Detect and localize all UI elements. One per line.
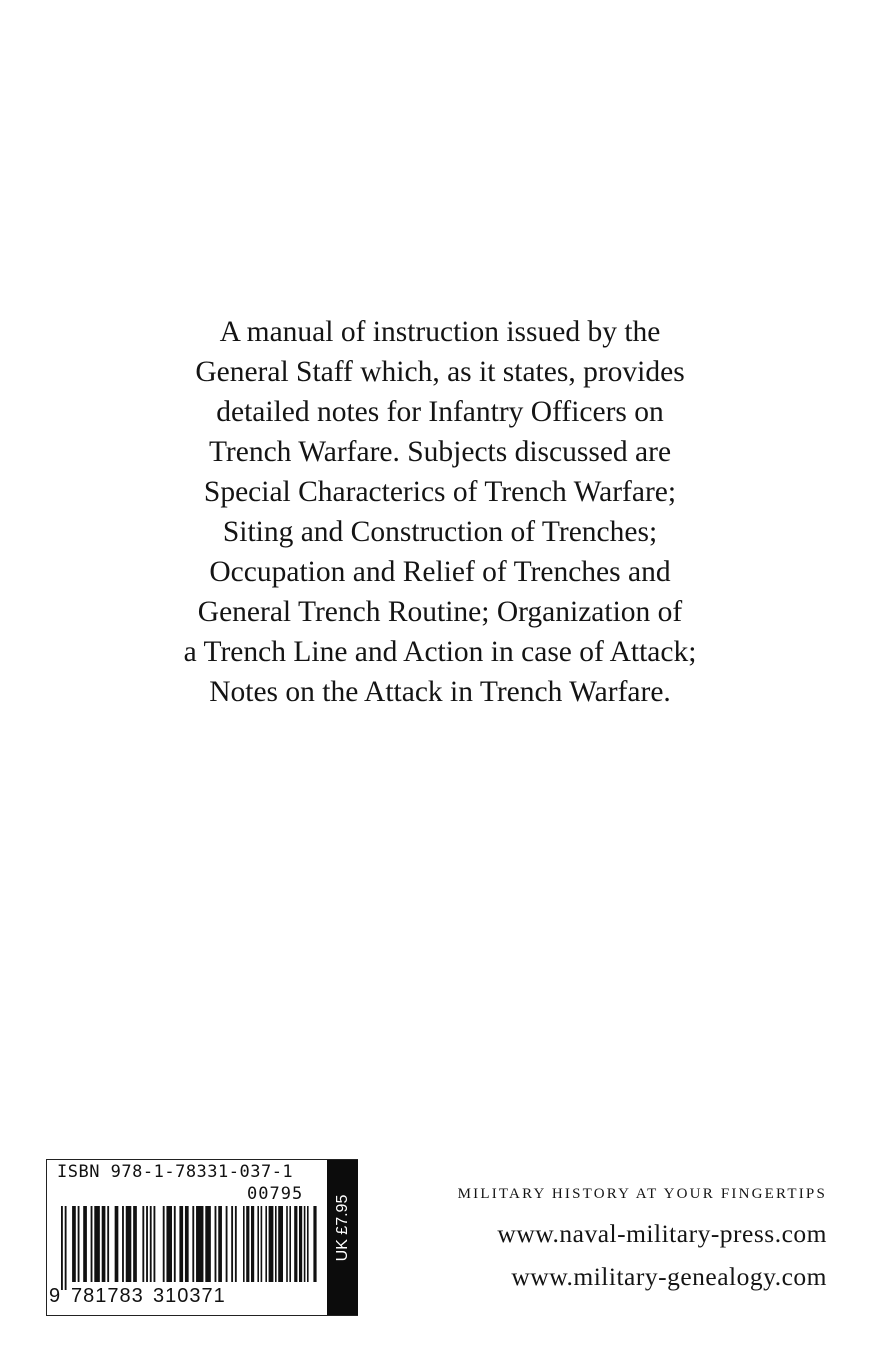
blurb-line: Siting and Construction of Trenches; [222,516,658,548]
price-label: UK £7.95 [333,1194,351,1262]
barcode-bar [307,1206,309,1282]
barcode-bar [102,1206,106,1282]
barcode-bar [278,1206,283,1282]
barcode-bar [192,1206,194,1282]
barcode-bar [289,1206,291,1282]
barcode-bar [218,1206,222,1282]
publisher-tagline: MILITARY HISTORY AT YOUR FINGERTIPS [457,1186,827,1202]
website-link-military-genealogy[interactable]: www.military-genealogy.com [511,1262,827,1291]
barcode-bar [235,1206,237,1282]
barcode-bar [299,1206,302,1282]
barcode-bar [163,1206,165,1282]
website-link-naval-military-press[interactable]: www.naval-military-press.com [497,1219,827,1248]
blurb-line: detailed notes for Infantry Officers on [216,396,664,428]
blurb-line: a Trench Line and Action in case of Attack; [183,636,697,668]
publisher-info [458,1184,827,1292]
blurb-line: General Staff which, as it states, provides [195,356,685,388]
barcode-bar [251,1206,254,1282]
description-blurb [0,312,880,712]
barcode-bar [133,1206,137,1282]
barcode-bar [150,1206,152,1282]
barcode-bar [78,1206,80,1282]
barcode-bar [246,1206,249,1282]
barcode-bar [107,1206,109,1282]
price-addon-number: 00795 [247,1184,304,1204]
blurb-line: Special Characterics of Trench Warfare; [203,476,677,508]
blurb-line: Trench Warfare. Subjects discussed are [208,436,672,468]
barcode-bar [185,1206,189,1282]
barcode-bar [275,1206,277,1282]
barcode-bar [83,1206,87,1282]
barcode-bar [122,1206,124,1282]
barcode-bar [91,1206,93,1282]
barcode-bar [261,1206,263,1282]
barcode-bar [205,1206,211,1282]
price-band [327,1160,358,1315]
barcode-bar [166,1206,172,1282]
barcode-bar [142,1206,144,1282]
barcode-bar [226,1206,228,1282]
addon-barcode-bars [243,1206,323,1290]
barcode-bar [196,1206,203,1282]
barcode-bar [243,1206,245,1282]
barcode-bar [61,1206,63,1290]
barcode-bar [65,1206,67,1290]
barcode-bar [269,1206,274,1282]
barcode-bar [265,1206,267,1282]
barcode-bar [126,1206,132,1282]
isbn-barcode [46,1159,358,1316]
ean-barcode-bars [61,1206,239,1290]
barcode-bar [231,1206,233,1282]
barcode-bar [286,1206,288,1282]
barcode-bar [313,1206,316,1282]
blurb-line: A manual of instruction issued by the [219,316,661,348]
ean-first-digit: 9 [49,1285,61,1307]
isbn-number: ISBN 978-1-78331-037-1 [57,1162,294,1182]
barcode-bar [72,1206,76,1282]
blurb-line: General Trench Routine; Organization of [197,596,683,628]
barcode-bar [215,1206,217,1282]
barcode-bar [94,1206,100,1282]
barcode-bar [174,1206,176,1282]
barcode-bar [294,1206,297,1282]
barcode-bar [304,1206,306,1282]
barcode-bar [179,1206,183,1282]
barcode-bar [146,1206,148,1282]
barcode-bar [115,1206,119,1282]
ean-right-digits: 310371 [153,1285,226,1307]
barcode-bar [154,1206,156,1282]
blurb-line: Occupation and Relief of Trenches and [209,556,671,588]
blurb-line: Notes on the Attack in Trench Warfare. [209,676,671,708]
ean-left-digits: 781783 [71,1285,144,1307]
barcode-bar [257,1206,259,1282]
